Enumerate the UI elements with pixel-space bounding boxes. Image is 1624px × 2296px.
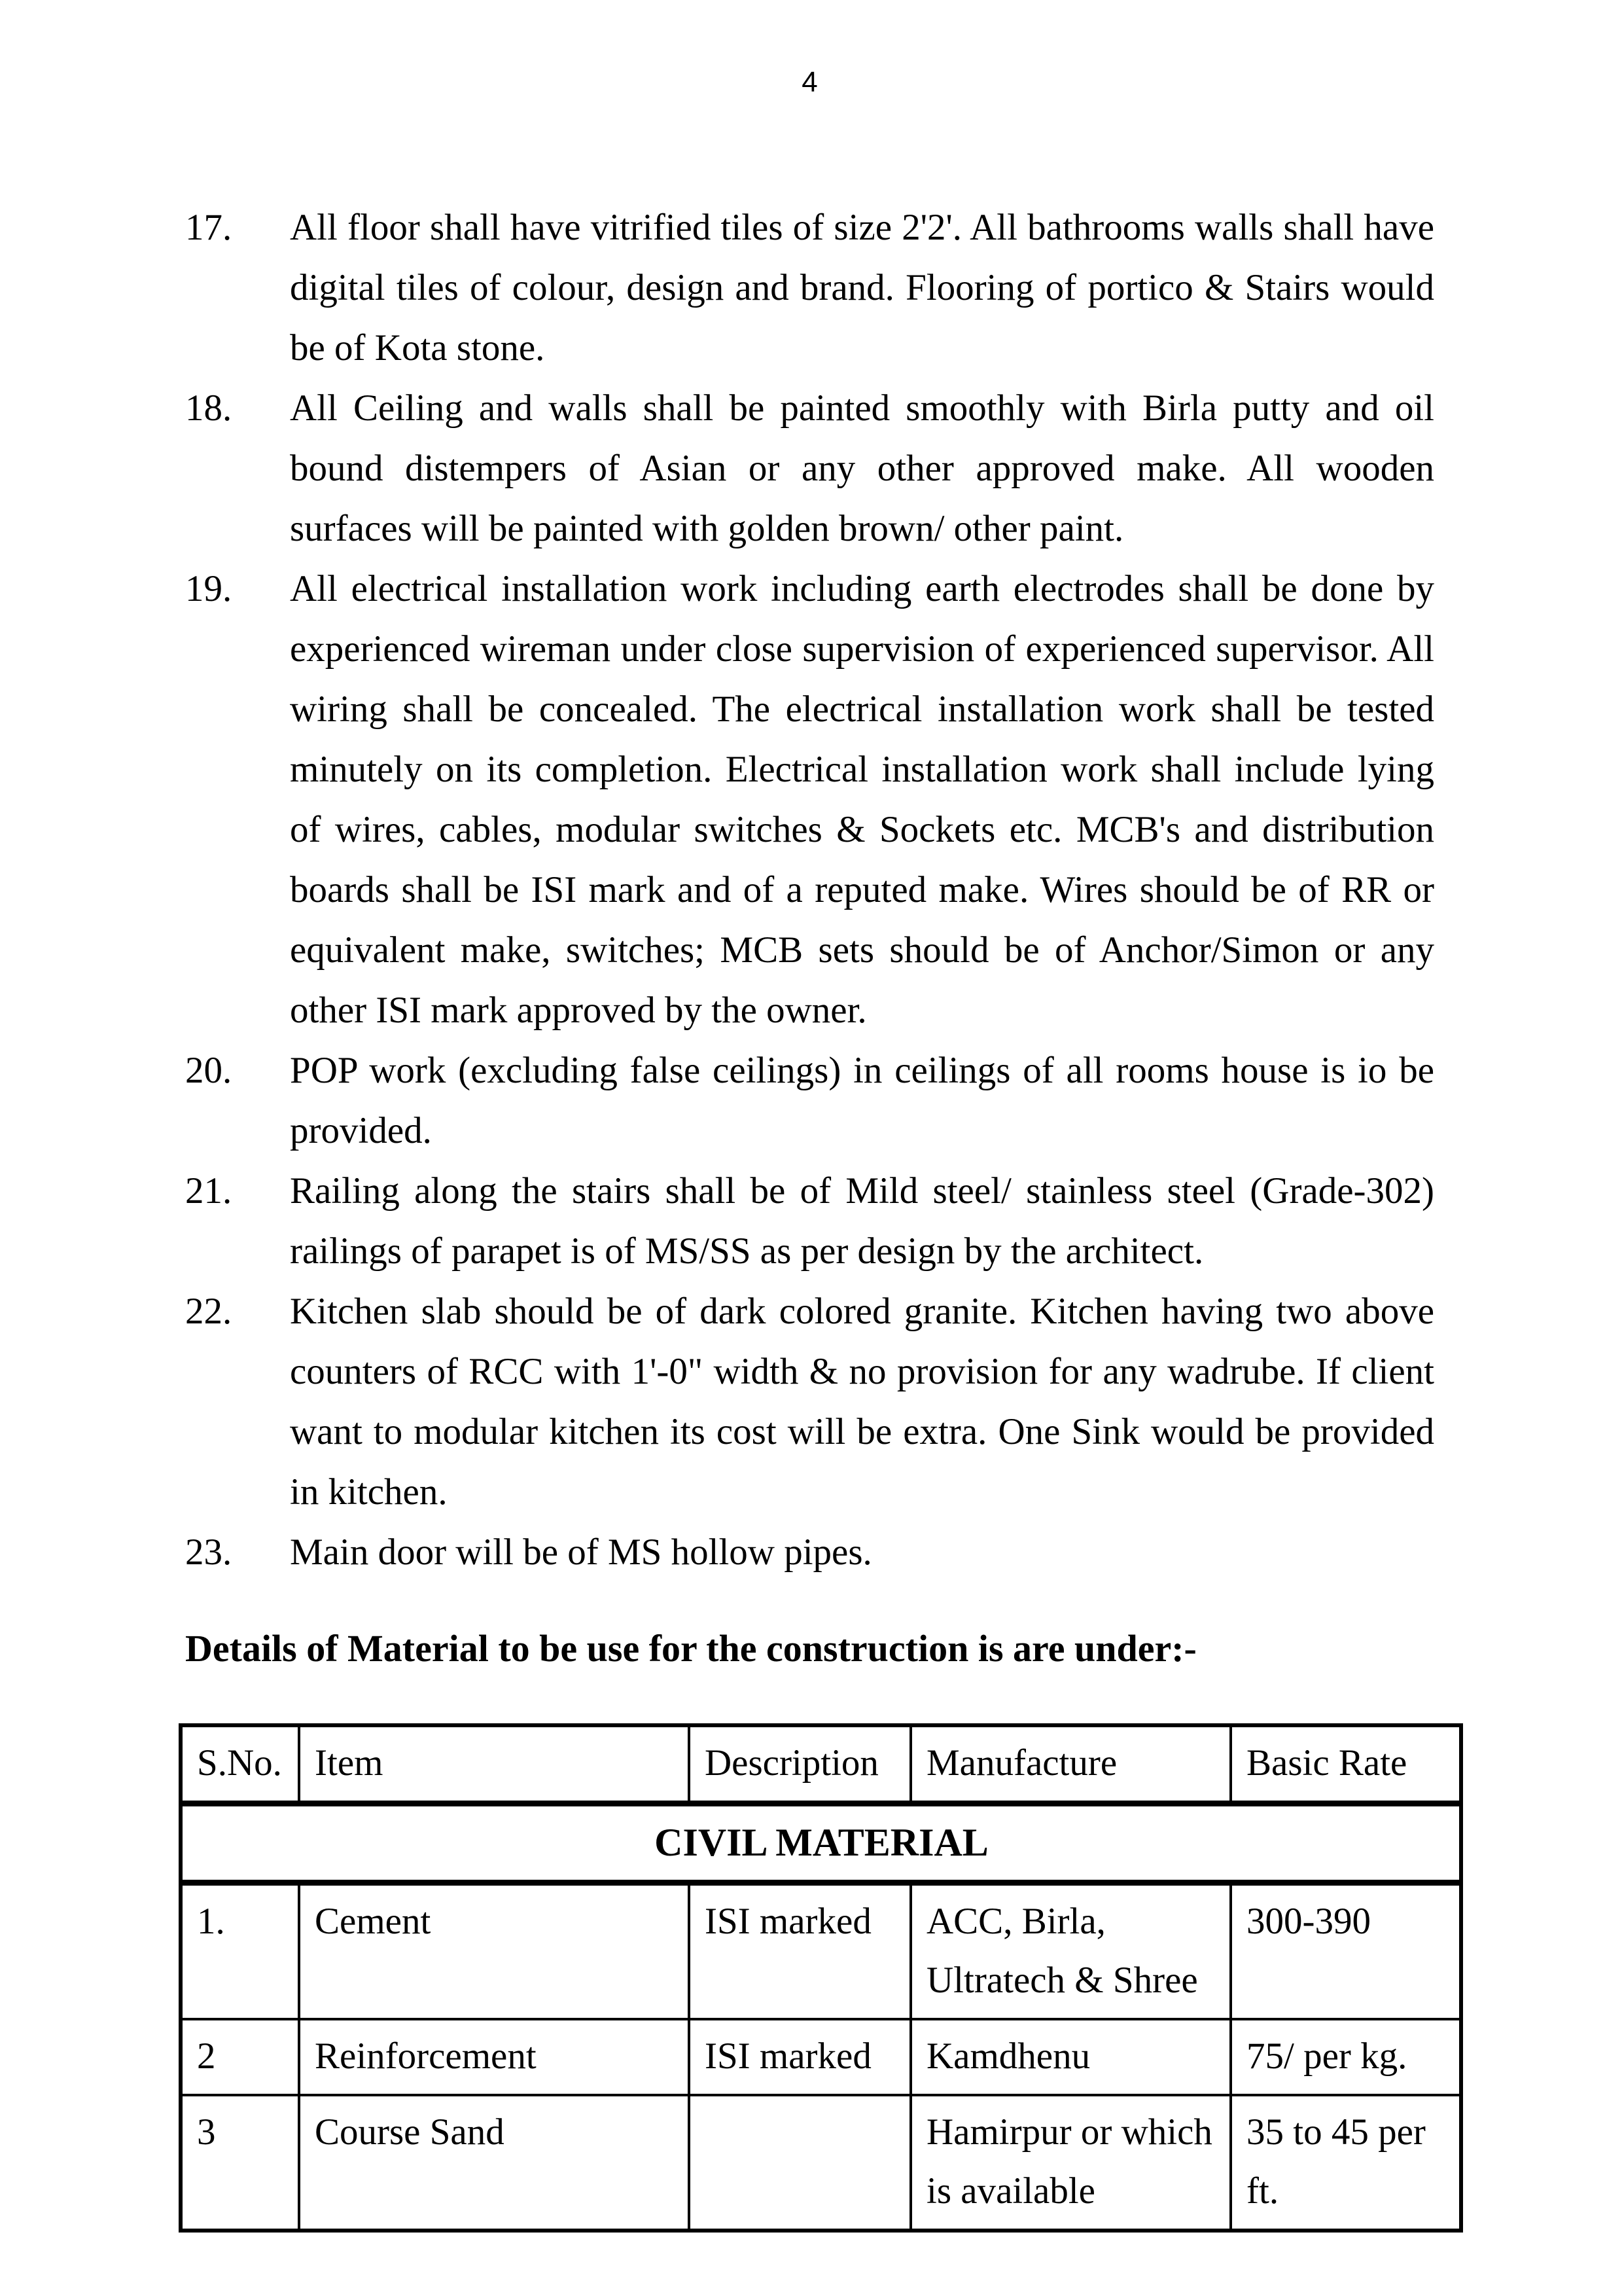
cell-item: Reinforcement: [299, 2019, 689, 2095]
section-header-row: [181, 1804, 1461, 1883]
item-text: All electrical installation work including earth electrodes shall be done by experienced wireman under close supervision of experienced supervisor. All wiring shall be concealed. The electrical installation work shall be tested minutely on its completion. Electrical installation work shall include lying of wires, cables, modular switches & Sockets etc. MCB's and distribution boards shall be ISI mark and of a reputed make. Wires should be of RR or equivalent make, switches; MCB sets should be of Anchor/Simon or any other ISI mark approved by the owner.: [290, 568, 1434, 1031]
cell-sno: 1.: [181, 1883, 299, 2020]
item-number: 23.: [185, 1532, 232, 1573]
item-text: All floor shall have vitrified tiles of size 2'2'. All bathrooms walls shall have digital tiles of colour, design and brand. Flooring of portico & Stairs would be of Kota stone.: [290, 207, 1434, 368]
column-header-manufacture: Manufacture: [911, 1725, 1231, 1804]
item-text: All Ceiling and walls shall be painted smoothly with Birla putty and oil bound distempers of Asian or any other approved make. All wooden surfaces will be painted with golden brown/ other paint.: [290, 387, 1434, 549]
cell-sno: 2: [181, 2019, 299, 2095]
cell-description: [689, 2095, 911, 2231]
table-row: [181, 2095, 1461, 2231]
cell-basic-rate: 75/ per kg.: [1231, 2019, 1461, 2095]
cell-item: Cement: [299, 1883, 689, 2020]
cell-description: ISI marked: [689, 1883, 911, 2020]
cell-basic-rate: 300-390: [1231, 1883, 1461, 2020]
list-item: [185, 559, 1434, 1041]
cell-manufacture: Hamirpur or which is available: [911, 2095, 1231, 2231]
list-item: [185, 1161, 1434, 1282]
cell-item: Course Sand: [299, 2095, 689, 2231]
item-number: 19.: [185, 568, 232, 609]
column-header-item: Item: [299, 1725, 689, 1804]
item-number: 18.: [185, 387, 232, 429]
list-item: [185, 1282, 1434, 1522]
table-row: [181, 2019, 1461, 2095]
item-text: POP work (excluding false ceilings) in ceilings of all rooms house is io be provided.: [290, 1050, 1434, 1151]
cell-manufacture: ACC, Birla, Ultratech & Shree: [911, 1883, 1231, 2020]
table-row: [181, 1883, 1461, 2020]
item-number: 21.: [185, 1170, 232, 1211]
item-text: Railing along the stairs shall be of Mild steel/ stainless steel (Grade-302) railings of parapet is of MS/SS as per design by the architect.: [290, 1170, 1434, 1272]
specification-list: [185, 198, 1434, 1583]
list-item: [185, 198, 1434, 378]
list-item: [185, 1522, 1434, 1583]
item-text: Main door will be of MS hollow pipes.: [290, 1532, 872, 1573]
column-header-description: Description: [689, 1725, 911, 1804]
materials-heading: Details of Material to be use for the construction is are under:-: [185, 1627, 1197, 1670]
list-item: [185, 378, 1434, 559]
cell-description: ISI marked: [689, 2019, 911, 2095]
section-header-civil-material: CIVIL MATERIAL: [181, 1804, 1461, 1883]
column-header-sno: S.No.: [181, 1725, 299, 1804]
materials-table: [179, 1723, 1463, 2233]
cell-manufacture: Kamdhenu: [911, 2019, 1231, 2095]
item-text: Kitchen slab should be of dark colored granite. Kitchen having two above counters of RCC with 1'-0" width & no provision for any wadrube. If client want to modular kitchen its cost will be extra. One Sink would be provided in kitchen.: [290, 1291, 1434, 1513]
column-header-basic-rate: Basic Rate: [1231, 1725, 1461, 1804]
cell-sno: 3: [181, 2095, 299, 2231]
list-item: [185, 1041, 1434, 1161]
page-number: 4: [802, 66, 818, 98]
item-number: 20.: [185, 1050, 232, 1091]
cell-basic-rate: 35 to 45 per ft.: [1231, 2095, 1461, 2231]
item-number: 17.: [185, 207, 232, 248]
table-header-row: [181, 1725, 1461, 1804]
item-number: 22.: [185, 1291, 232, 1332]
